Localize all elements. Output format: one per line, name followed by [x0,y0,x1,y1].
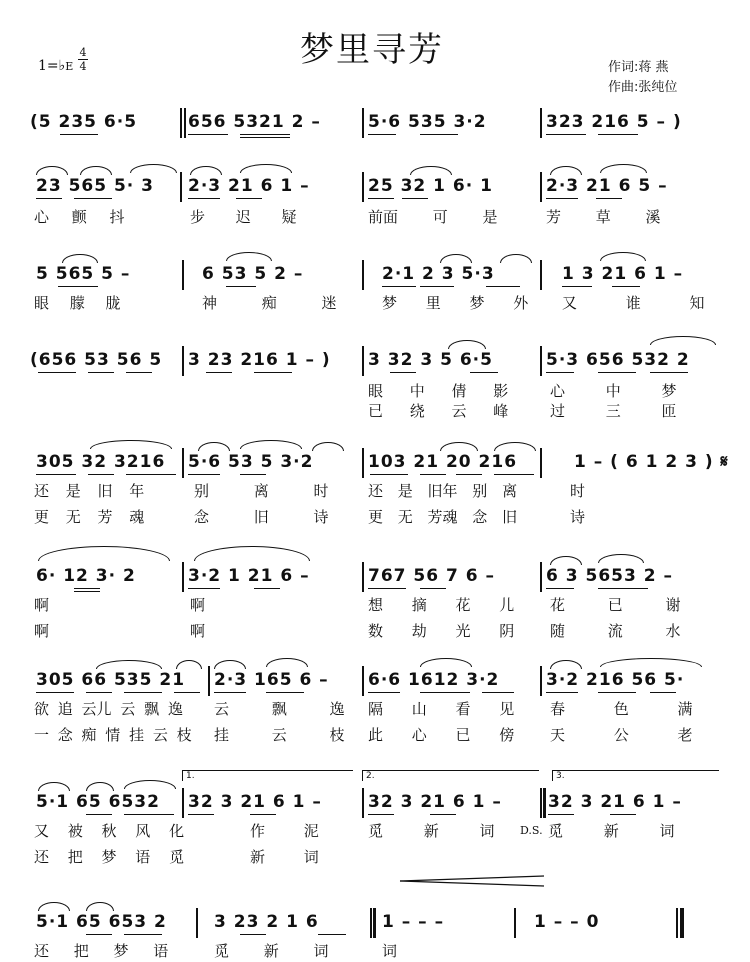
score-row-7 [0,670,750,700]
bar-line [362,108,364,138]
volta-1 [182,770,353,781]
measure-18: 5·6 53 5 3·2 [188,452,314,472]
lyricist: 作词:蒋 燕 [608,60,669,75]
lyrics-row-2: 心 颤 抖 步 迟 疑 前面 可 是 芳 草 溪 [34,208,661,226]
score-row-3 [0,264,750,294]
measure-29: 5·1 65 6532 [36,792,160,812]
bar-line [180,108,182,138]
measure-11: 2·1 2 3 5·3 [382,264,495,284]
composer: 作曲:张纯位 [608,80,678,95]
measure-14: 3 23 216 1 – ) [188,350,331,370]
bar-line [540,108,542,138]
measure-10: 6 53 5 2 – [202,264,304,284]
score-row-5 [0,452,750,482]
measure-12: 1 3 21 6 1 – [562,264,684,284]
measure-23: 767 56 7 6 – [368,566,495,586]
flat-sign: ♭ [58,58,66,74]
lyrics-row-3: 眼 朦 胧 神 痴 迷 梦 里 梦 外 又 谁 知 [34,294,705,312]
measure-35: 1 – – – [382,912,445,932]
measure-6: 2·3 21 6 1 – [188,176,310,196]
measure-36: 1 – – 0 [534,912,600,932]
measure-17: 305 32 3216 [36,452,166,472]
measure-24: 6 3 5653 2 – [546,566,673,586]
measure-30: 32 3 21 6 1 – [188,792,322,812]
measure-15: 3 32 3 5 6·5 [368,350,493,370]
time-signature: 4 4 [79,46,87,73]
lyrics2-row-5: 更 无 芳 魂 念 旧 诗 更 无 芳魂 念 旧 诗 [34,508,586,526]
measure-27: 6·6 1612 3·2 [368,670,500,690]
lyrics-row-7: 欲 追 云儿 云 飘 逸 云 飘 逸 隔 山 看 见 春 色 满 [34,700,693,718]
score-row-8 [0,792,750,822]
measure-21: 6· 12 3· 2 [36,566,136,586]
song-title: 梦里寻芳 [300,30,444,70]
lyrics-row-4: 眼 中 倩 影 心 中 梦 [368,382,677,400]
volta-3 [552,770,719,781]
measure-26: 2·3 165 6 – [214,670,329,690]
measure-4: 323 216 5 – ) [546,112,682,132]
measure-7: 25 32 1 6· 1 [368,176,493,196]
measure-3: 5·6 535 3·2 [368,112,487,132]
lyrics-row-6: 啊 啊 想 摘 花 儿 花 已 谢 [34,596,681,614]
lyrics-row-8: 又 被 秋 风 化 作 泥 觅 新 词 D.S. 觅 新 词 [34,822,675,840]
measure-2: 656 5321 2 – [188,112,321,132]
measure-32: 32 3 21 6 1 – [548,792,682,812]
score-row-4 [0,350,750,380]
score-row-9 [0,912,750,942]
measure-8: 2·3 21 6 5 – [546,176,668,196]
lyrics2-row-4: 已 绕 云 峰 过 三 匝 [368,402,677,420]
measure-5: 23 565 5· 3 [36,176,155,196]
measure-22: 3·2 1 21 6 – [188,566,310,586]
lyrics2-row-7: 一 念 痴 情 挂 云 枝 挂 云 枝 此 心 已 傍 天 公 老 [34,726,693,744]
score-row-2 [0,176,750,206]
lyrics2-row-6: 啊 啊 数 劫 光 阴 随 流 水 [34,622,681,640]
lyrics-row-5: 还 是 旧 年 别 离 时 还 是 旧年 别 离 时 [34,482,586,500]
measure-1: (5 235 6·5 [30,112,138,132]
diminuendo-mark [398,874,548,888]
score-row-1 [0,112,750,142]
measure-20: 1 – ( 6 1 2 3 ) 𝄋 [574,452,729,472]
volta-2 [362,770,539,781]
measure-25: 305 66 535 21 [36,670,186,690]
measure-31: 32 3 21 6 1 – [368,792,502,812]
measure-16: 5·3 656 532 2 [546,350,690,370]
dal-segno-mark: D.S. [520,824,543,837]
measure-34: 3 23 2 1 6 [214,912,319,932]
measure-9: 5 565 5 – [36,264,131,284]
lyrics2-row-8: 还 把 梦 语 觅 新 词 [34,848,319,866]
key-signature: 1=♭E [38,58,74,74]
lyrics-row-9: 还 把 梦 语 觅 新 词 词 [34,942,398,960]
measure-19: 103 21 20 216 [368,452,518,472]
measure-33: 5·1 65 653 2 [36,912,167,932]
score-row-6 [0,566,750,596]
measure-13: (656 53 56 5 [30,350,163,370]
measure-28: 3·2 216 56 5· [546,670,685,690]
